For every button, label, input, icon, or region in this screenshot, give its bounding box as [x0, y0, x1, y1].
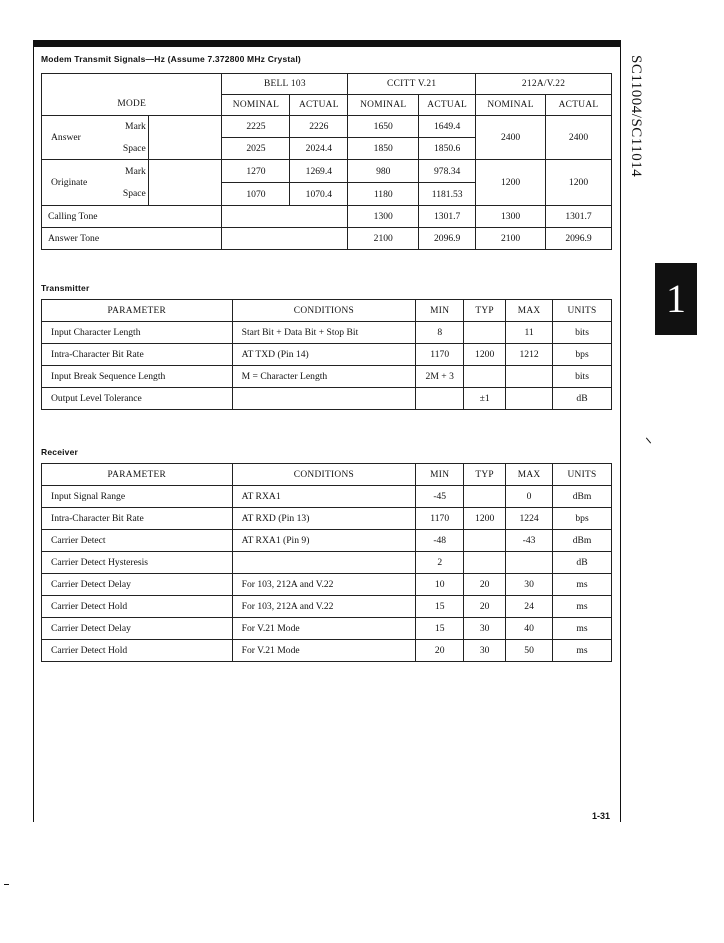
column-header: MAX — [506, 300, 553, 322]
table-cell: AT RXA1 — [232, 486, 416, 508]
table-row — [42, 596, 612, 618]
table-cell: 2400 — [546, 116, 612, 160]
table-cell: 2400 — [476, 116, 546, 160]
table-cell: AT RXA1 (Pin 9) — [232, 530, 416, 552]
table-cell: 11 — [506, 322, 553, 344]
table-cell: ms — [553, 574, 612, 596]
table-cell: 1212 — [506, 344, 553, 366]
mark-label: Mark — [108, 116, 148, 138]
answer-tone-label: Answer Tone — [42, 228, 222, 250]
table-cell: Input Signal Range — [42, 486, 233, 508]
table-cell: 1269.4 — [290, 160, 348, 183]
column-header: MIN — [416, 300, 464, 322]
margin-mark — [646, 437, 651, 443]
column-header: MAX — [506, 464, 553, 486]
table-cell: 20 — [464, 574, 506, 596]
receiver-section-title: Receiver — [41, 447, 79, 457]
table-cell: 30 — [506, 574, 553, 596]
table-row — [42, 574, 612, 596]
table-cell: Intra-Character Bit Rate — [42, 508, 233, 530]
table-cell: 1850 — [348, 138, 419, 160]
originate-mode-label: Originate — [42, 160, 109, 206]
table-cell: 30 — [464, 618, 506, 640]
nominal-header: NOMINAL — [476, 95, 546, 116]
table-cell: 15 — [416, 618, 464, 640]
table-cell: 0 — [506, 486, 553, 508]
table-cell: 1200 — [476, 160, 546, 206]
table-cell: 20 — [464, 596, 506, 618]
table-cell: 2226 — [290, 116, 348, 138]
table-cell: Carrier Detect Hysteresis — [42, 552, 233, 574]
transmitter-table — [41, 299, 612, 410]
table-cell: Input Character Length — [42, 322, 233, 344]
table-cell — [464, 366, 506, 388]
table-row — [42, 344, 612, 366]
table-cell: ms — [553, 618, 612, 640]
column-header: MIN — [416, 464, 464, 486]
actual-header: ACTUAL — [419, 95, 476, 116]
table-cell: 1180 — [348, 183, 419, 206]
table-cell: -48 — [416, 530, 464, 552]
table-row — [42, 486, 612, 508]
table-row — [42, 640, 612, 662]
table-cell: 1170 — [416, 344, 464, 366]
table-cell: 1181.53 — [419, 183, 476, 206]
table-cell: For 103, 212A and V.22 — [232, 596, 416, 618]
table-cell: dBm — [553, 530, 612, 552]
table-cell — [506, 366, 553, 388]
table-cell: 1200 — [546, 160, 612, 206]
table-cell: 1200 — [464, 508, 506, 530]
table-cell: Carrier Detect Delay — [42, 574, 233, 596]
table-cell: bps — [553, 344, 612, 366]
space-label: Space — [108, 183, 148, 206]
modem-section-title: Modem Transmit Signals—Hz (Assume 7.372800 MHz Crystal) — [41, 54, 301, 64]
table-cell: Carrier Detect Delay — [42, 618, 233, 640]
table-cell: ms — [553, 596, 612, 618]
group-header-v21: CCITT V.21 — [348, 74, 476, 95]
table-cell: Intra-Character Bit Rate — [42, 344, 233, 366]
table-cell: 980 — [348, 160, 419, 183]
table-cell: 1300 — [476, 206, 546, 228]
table-cell: 1070.4 — [290, 183, 348, 206]
table-cell: 2100 — [476, 228, 546, 250]
table-cell — [506, 552, 553, 574]
table-cell: 1301.7 — [546, 206, 612, 228]
table-cell: 2096.9 — [419, 228, 476, 250]
table-cell: For V.21 Mode — [232, 618, 416, 640]
table-cell: 24 — [506, 596, 553, 618]
table-cell: Carrier Detect — [42, 530, 233, 552]
table-cell: 1649.4 — [419, 116, 476, 138]
table-row — [42, 388, 612, 410]
table-cell: Input Break Sequence Length — [42, 366, 233, 388]
column-header: TYP — [464, 464, 506, 486]
table-cell — [232, 388, 416, 410]
column-header: CONDITIONS — [232, 300, 416, 322]
table-cell — [148, 116, 222, 160]
table-cell — [464, 552, 506, 574]
actual-header: ACTUAL — [546, 95, 612, 116]
table-cell: dB — [553, 552, 612, 574]
table-cell — [222, 228, 348, 250]
table-cell: 2024.4 — [290, 138, 348, 160]
table-cell — [232, 552, 416, 574]
table-cell: 15 — [416, 596, 464, 618]
modem-signals-table — [41, 73, 612, 250]
table-cell: 1270 — [222, 160, 290, 183]
table-row — [42, 322, 612, 344]
table-cell: 2100 — [348, 228, 419, 250]
table-cell: 2096.9 — [546, 228, 612, 250]
table-cell: 1224 — [506, 508, 553, 530]
table-row — [42, 552, 612, 574]
table-cell: 1301.7 — [419, 206, 476, 228]
margin-mark — [4, 884, 9, 885]
nominal-header: NOMINAL — [222, 95, 290, 116]
table-cell: 1200 — [464, 344, 506, 366]
table-cell: 1300 — [348, 206, 419, 228]
table-cell: 1850.6 — [419, 138, 476, 160]
table-cell: 8 — [416, 322, 464, 344]
table-cell: 30 — [464, 640, 506, 662]
table-cell: AT TXD (Pin 14) — [232, 344, 416, 366]
table-cell: 2225 — [222, 116, 290, 138]
mode-header: MODE — [42, 74, 222, 116]
table-cell: 2M + 3 — [416, 366, 464, 388]
table-cell: 1070 — [222, 183, 290, 206]
table-cell: 1650 — [348, 116, 419, 138]
table-cell: Output Level Tolerance — [42, 388, 233, 410]
table-cell — [464, 322, 506, 344]
receiver-table — [41, 463, 612, 662]
table-cell — [464, 530, 506, 552]
table-cell — [222, 206, 348, 228]
table-cell: dB — [553, 388, 612, 410]
table-cell: AT RXD (Pin 13) — [232, 508, 416, 530]
table-row — [42, 530, 612, 552]
calling-tone-label: Calling Tone — [42, 206, 222, 228]
side-title: SC11004/SC11014 — [628, 55, 644, 178]
nominal-header: NOMINAL — [348, 95, 419, 116]
table-cell: 50 — [506, 640, 553, 662]
table-cell: 1170 — [416, 508, 464, 530]
column-header: UNITS — [553, 300, 612, 322]
transmitter-section-title: Transmitter — [41, 283, 90, 293]
table-cell: bits — [553, 366, 612, 388]
table-cell: Start Bit + Data Bit + Stop Bit — [232, 322, 416, 344]
page-number: 1-31 — [592, 811, 611, 821]
top-rule — [33, 40, 621, 47]
table-cell: 20 — [416, 640, 464, 662]
table-row — [42, 366, 612, 388]
group-header-bell103: BELL 103 — [222, 74, 348, 95]
table-cell: ms — [553, 640, 612, 662]
table-cell: 10 — [416, 574, 464, 596]
column-header: CONDITIONS — [232, 464, 416, 486]
table-cell: 2025 — [222, 138, 290, 160]
column-header: PARAMETER — [42, 464, 233, 486]
group-header-v22: 212A/V.22 — [476, 74, 612, 95]
column-header: TYP — [464, 300, 506, 322]
space-label: Space — [108, 138, 148, 160]
table-cell — [148, 160, 222, 206]
table-cell: -45 — [416, 486, 464, 508]
table-cell — [506, 388, 553, 410]
table-cell: 40 — [506, 618, 553, 640]
mark-label: Mark — [108, 160, 148, 183]
table-cell: bits — [553, 322, 612, 344]
table-row — [42, 618, 612, 640]
table-cell — [416, 388, 464, 410]
table-cell: For 103, 212A and V.22 — [232, 574, 416, 596]
table-cell: ±1 — [464, 388, 506, 410]
table-cell: 978.34 — [419, 160, 476, 183]
answer-mode-label: Answer — [42, 116, 109, 160]
table-cell: Carrier Detect Hold — [42, 596, 233, 618]
column-header: PARAMETER — [42, 300, 233, 322]
chapter-tab: 1 — [655, 263, 697, 335]
table-cell: 2 — [416, 552, 464, 574]
left-rule — [33, 47, 34, 822]
table-cell: M = Character Length — [232, 366, 416, 388]
right-rule — [620, 47, 621, 822]
table-cell: bps — [553, 508, 612, 530]
table-cell: dBm — [553, 486, 612, 508]
table-cell — [464, 486, 506, 508]
column-header: UNITS — [553, 464, 612, 486]
table-cell: For V.21 Mode — [232, 640, 416, 662]
table-cell: -43 — [506, 530, 553, 552]
actual-header: ACTUAL — [290, 95, 348, 116]
table-row — [42, 508, 612, 530]
table-cell: Carrier Detect Hold — [42, 640, 233, 662]
